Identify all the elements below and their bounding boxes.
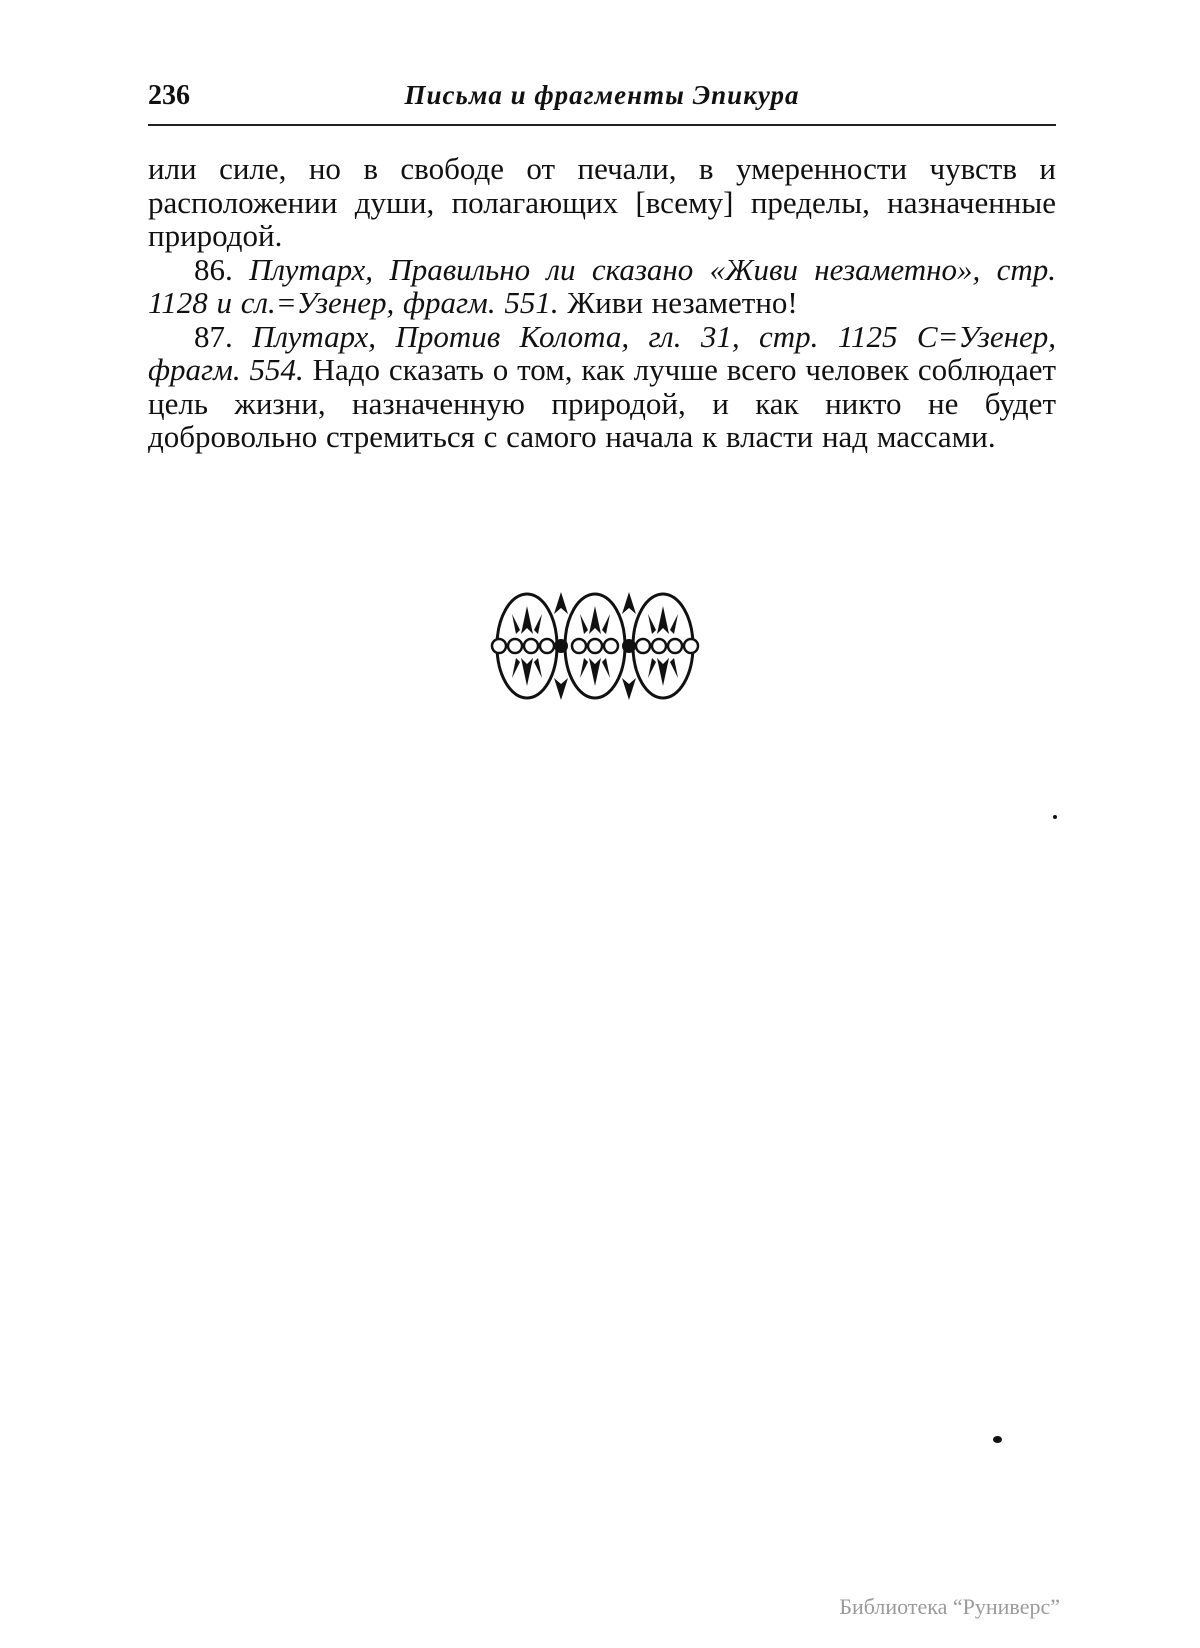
page-content: [148, 80, 1056, 454]
fragment-86: [148, 253, 1056, 320]
running-head: [148, 80, 1056, 124]
fragment-number: 86.: [194, 251, 233, 287]
fragment-text: Надо сказать о том, как лучше всего человек соблюдает цель жизни, назначенную природой, и как никто не будет добровольно стремиться с самого начала к власти над массами.: [148, 352, 1057, 454]
fragment-source: Плутарх, Правильно ли сказано «Живи незаметно», стр. 1128 и сл.=Узенер, фрагм. 551.: [148, 251, 1056, 320]
scan-speck: [993, 1436, 1002, 1443]
header-rule: [148, 124, 1056, 126]
fragment-87: [148, 320, 1056, 454]
fragment-number: 87.: [194, 318, 233, 354]
page-number: 236: [148, 80, 190, 111]
fragment-source: Плутарх, Против Колота, гл. 31, стр. 1125 С=Узенер, фрагм. 554.: [148, 318, 1056, 387]
body-text: [148, 152, 1056, 454]
ornament-icon: [490, 584, 700, 708]
running-title: Письма и фрагменты Эпикура: [404, 80, 800, 110]
library-watermark: Библиотека “Руниверс”: [839, 1594, 1060, 1619]
scan-speck: [1053, 815, 1057, 819]
fragment-text: Живи незаметно!: [567, 285, 798, 320]
paragraph-continuation: или силе, но в свободе от печали, в умеренности чувств и расположении души, полагающих [всему] пределы, назначенные природой.: [148, 151, 1056, 253]
